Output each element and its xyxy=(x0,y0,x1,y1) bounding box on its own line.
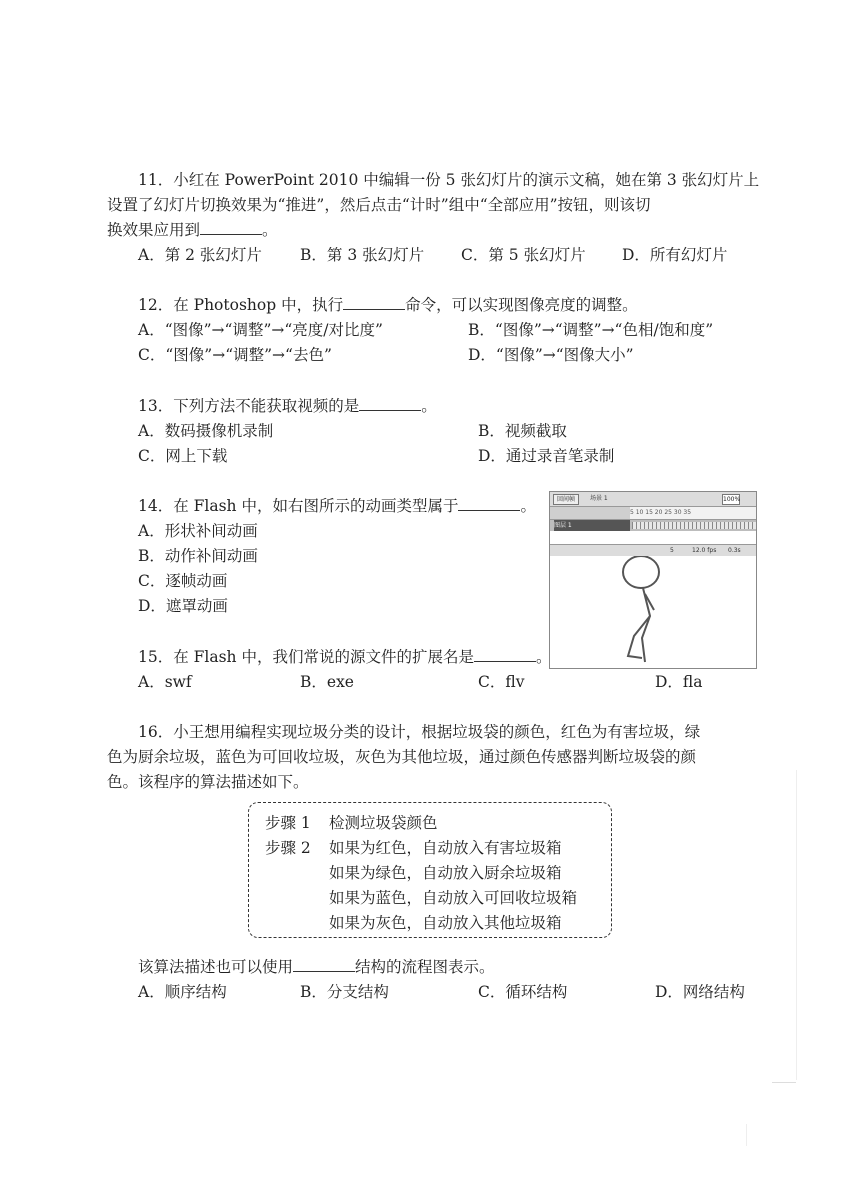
step1-text: 检测垃圾袋颜色 xyxy=(329,814,438,832)
flash-layer-name: 图层 1 xyxy=(554,520,630,531)
q16-option-b: B．分支结构 xyxy=(300,983,389,1001)
q12-stem xyxy=(138,293,638,315)
scan-edge-block xyxy=(398,1124,747,1146)
flash-keyframes xyxy=(632,522,756,529)
step2-line4: 如果为灰色，自动放入其他垃圾箱 xyxy=(329,914,562,932)
q14-option-b: B．动作补间动画 xyxy=(138,547,258,565)
flash-stage xyxy=(550,556,756,668)
answer-blank xyxy=(200,220,262,235)
q16-followup-end: 结构的流程图表示。 xyxy=(355,958,495,976)
q11-option-c: C．第 5 张幻灯片 xyxy=(461,246,586,264)
flash-fps: 12.0 fps xyxy=(692,547,717,554)
q14-option-c: C．逐帧动画 xyxy=(138,572,228,590)
q15-stem xyxy=(138,645,551,667)
q16-option-d: D．网络结构 xyxy=(655,983,745,1001)
q15-stem-end: 。 xyxy=(535,648,552,666)
q15-option-c: C．flv xyxy=(478,673,525,691)
q15-option-d: D．fla xyxy=(655,673,703,691)
q11-stem-line1: 11．小红在 PowerPoint 2010 中编辑一份 5 张幻灯片的演示文稿，她在第 3 张幻灯片上 xyxy=(138,171,760,189)
q16-stem-line3: 色。该程序的算法描述如下。 xyxy=(107,773,309,791)
step1-label: 步骤 1 xyxy=(265,814,311,832)
stick-figure-drawing xyxy=(550,556,756,668)
flash-back-button: 回间帧 xyxy=(553,494,579,505)
q16-stem-line2: 色为厨余垃圾，蓝色为可回收垃圾，灰色为其他垃圾，通过颜色传感器判断垃圾袋的颜 xyxy=(107,748,697,766)
q16-option-a: A．顺序结构 xyxy=(138,983,227,1001)
q11-stem-line3 xyxy=(107,218,278,240)
step2-line3: 如果为蓝色，自动放入可回收垃圾箱 xyxy=(329,889,578,907)
q11-option-b: B．第 3 张幻灯片 xyxy=(300,246,425,264)
q15-option-a: A．swf xyxy=(138,673,192,691)
scan-edge-mark xyxy=(772,1082,796,1083)
q11-option-d: D．所有幻灯片 xyxy=(622,246,728,264)
step2-line1: 如果为红色，自动放入有害垃圾箱 xyxy=(329,839,562,857)
answer-blank xyxy=(359,396,421,411)
step2-label: 步骤 2 xyxy=(265,839,311,857)
q12-option-d: D．“图像”→“图像大小” xyxy=(468,346,634,364)
q14-stem xyxy=(138,494,536,516)
q14-stem-end: 。 xyxy=(520,497,536,515)
q11-stem-text: 换效果应用到 xyxy=(107,221,201,239)
flash-zoom: 100% xyxy=(723,496,741,503)
flash-frame-ruler: 5 10 15 20 25 30 35 xyxy=(630,507,756,519)
q16-followup xyxy=(138,955,495,977)
q11-option-a: A．第 2 张幻灯片 xyxy=(138,246,262,264)
q15-option-b: B．exe xyxy=(300,673,354,691)
q12-option-b: B．“图像”→“调整”→“色相/饱和度” xyxy=(468,321,714,339)
q11-stem-end: 。 xyxy=(262,221,278,239)
q13-stem-text: 13．下列方法不能获取视频的是 xyxy=(138,397,360,415)
q15-stem-text: 15．在 Flash 中，我们常说的源文件的扩展名是 xyxy=(138,648,474,666)
answer-blank xyxy=(458,496,520,511)
q12-stem-text: 12．在 Photoshop 中，执行 xyxy=(138,296,344,314)
q12-stem-end: 命令，可以实现图像亮度的调整。 xyxy=(405,296,638,314)
q13-stem xyxy=(138,394,437,416)
flash-scene-label: 场景 1 xyxy=(590,495,608,502)
q14-option-a: A．形状补间动画 xyxy=(138,522,258,540)
q13-stem-end: 。 xyxy=(421,397,437,415)
q13-option-c: C．网上下载 xyxy=(138,447,228,465)
q16-option-c: C．循环结构 xyxy=(478,983,568,1001)
flash-screenshot xyxy=(549,491,757,669)
step2-line2: 如果为绿色，自动放入厨余垃圾箱 xyxy=(329,864,562,882)
q12-option-a: A．“图像”→“调整”→“亮度/对比度” xyxy=(138,321,383,339)
q13-option-a: A．数码摄像机录制 xyxy=(138,422,274,440)
flash-time: 0.3s xyxy=(728,547,741,554)
q14-option-d: D．遮罩动画 xyxy=(138,597,228,615)
answer-blank xyxy=(343,295,405,310)
q12-option-c: C．“图像”→“调整”→“去色” xyxy=(138,346,332,364)
q11-stem-line2: 设置了幻灯片切换效果为“推进”，然后点击“计时”组中“全部应用”按钮，则该切 xyxy=(107,196,651,214)
q13-option-d: D．通过录音笔录制 xyxy=(478,447,615,465)
answer-blank xyxy=(293,957,355,972)
q13-option-b: B．视频截取 xyxy=(478,422,567,440)
scan-edge-line xyxy=(796,770,797,1080)
answer-blank xyxy=(474,647,536,662)
q16-followup-text: 该算法描述也可以使用 xyxy=(138,958,294,976)
q16-stem-line1: 16．小王想用编程实现垃圾分类的设计，根据垃圾袋的颜色，红色为有害垃圾，绿 xyxy=(138,723,701,741)
flash-frame-number: 5 xyxy=(670,547,674,554)
q14-stem-text: 14．在 Flash 中，如右图所示的动画类型属于 xyxy=(138,497,459,515)
